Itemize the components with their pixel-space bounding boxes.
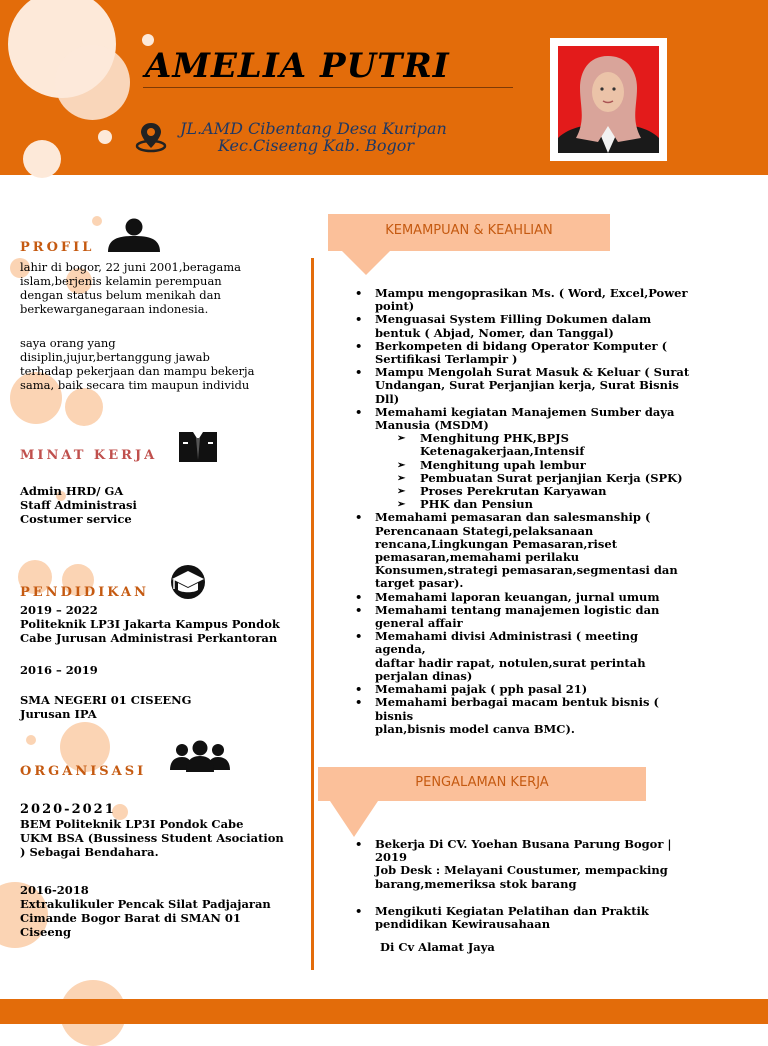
list-item: • Mengikuti Kegiatan Pelatihan dan Praktik pendidikan Kewirausahaan [350,905,690,931]
address-line-2: Kec.Ciseeng Kab. Bogor [218,136,414,155]
organisasi-entry-1: 2020-2021 BEM Politeknik LP3I Pondok Cabe UKM BSA (Bussiness Student Asociation ) Sebagai Bendahara. [20,802,284,859]
list-item: • Memahami pemasaran dan salesmanship ( Perencanaan Stategi,pelaksanaan rencana,Lingkungan Pemasaran,riset pemasaran,memahami perilaku Konsumen,strategi pemasaran,segmentasi dan target pasar). [350,511,690,590]
user-icon [106,218,162,252]
list-item: Costumer service [20,512,132,526]
pendidikan-entry-2: 2016 – 2019 SMA NEGERI 01 CISEENG Jurusan IPA [20,663,192,721]
name-underline [143,87,513,88]
profil-heading: PROFIL [20,240,95,255]
decor-bubble [142,34,154,46]
period: 2016 – 2019 [20,663,98,677]
sub-list-item: ➢ Pembuatan Surat perjanjian Kerja (SPK) [375,472,690,485]
list-item: • Memahami pajak ( pph pasal 21) [350,683,690,696]
decor-bubble [23,140,61,178]
businessman-icon [179,432,217,462]
list-item: Admin HRD/ GA [20,484,124,498]
list-item: • Memahami berbagai macam bentuk bisnis ( bisnis plan,bisnis model canva BMC). [350,696,690,736]
banner-pointer [330,801,378,837]
pengalaman-list [350,838,690,931]
organisasi-entry-2: 2016-2018 Extrakulikuler Pencak Silat Padjajaran Cimande Bogor Barat di SMAN 01 Ciseeng [20,883,271,939]
decor-bubble [98,130,112,144]
decor-bubble [26,735,36,745]
decor-bubble [92,216,102,226]
profile-photo [558,46,659,153]
list-item: • Mampu Mengolah Surat Masuk & Keluar ( Surat Undangan, Surat Perjanjian kerja, Surat Bisnis Dll) [350,366,690,406]
address [180,120,447,154]
list-item: Staff Administrasi [20,498,137,512]
profil-paragraph-2: saya orang yang disiplin,jujur,bertanggung jawab terhadap pekerjaan dan mampu bekerja sama, baik secara tim maupun individu [20,336,255,392]
decor-bubble [65,388,103,426]
sub-list [375,432,690,511]
minat-kerja-list [20,484,137,526]
sub-list-item: ➢ Menghitung upah lembur [375,459,690,472]
graduation-cap-icon [166,562,210,600]
banner-pointer [342,251,390,275]
profil-paragraph-1: lahir di bogor, 22 juni 2001,beragama islam,berjenis kelamin perempuan dengan status belum menikah dan berkewarganegaraan indonesia. [20,260,242,316]
period: 2019 – 2022 [20,603,98,617]
period: 2016-2018 [20,883,89,897]
location-pin-icon [134,120,168,154]
kemampuan-banner [328,214,610,251]
list-item: • Memahami tentang manajemen logistic dan general affair [350,604,690,630]
list-item: • Bekerja Di CV. Yoehan Busana Parung Bogor | 2019 Job Desk : Melayani Coustumer, mempacking barang,memeriksa stok barang [350,838,690,891]
candidate-name: AMELIA PUTRI [145,46,450,86]
person-portrait-icon [558,46,659,153]
list-item: • Memahami laporan keuangan, jurnal umum [350,591,690,604]
minat-kerja-heading: MINAT KERJA [20,448,158,463]
group-people-icon [168,740,232,774]
organisasi-heading: ORGANISASI [20,764,147,779]
list-item: • Berkompeten di bidang Operator Komputer ( Sertifikasi Terlampir ) [350,340,690,366]
address-line-1: JL.AMD Cibentang Desa Kuripan [180,119,447,138]
list-item: • Memahami kegiatan Manajemen Sumber daya Manusia (MSDM) ➢ Menghitung PHK,BPJS Ketenagakerjaan,Intensif ➢ Menghitung upah lembur ➢ Pembuatan Surat perjanjian Kerja (SPK) ➢ Proses Perekrutan Karyawan ➢ PHK dan Pensiun [350,406,690,512]
list-item: • Menguasai System Filling Dokumen dalam bentuk ( Abjad, Nomer, dan Tanggal) [350,313,690,339]
pendidikan-entry-1: 2019 – 2022 Politeknik LP3I Jakarta Kampus Pondok Cabe Jurusan Administrasi Perkantoran [20,603,280,645]
footer-band [0,999,768,1024]
period: 2020-2021 [20,802,116,817]
sub-list-item: ➢ PHK dan Pensiun [375,498,690,511]
list-item: • Memahami divisi Administrasi ( meeting agenda, daftar hadir rapat, notulen,surat perintah perjalan dinas) [350,630,690,683]
decor-bubble [55,45,130,120]
list-item: • Mampu mengoprasikan Ms. ( Word, Excel,Power point) [350,287,690,313]
kemampuan-heading: KEMAMPUAN & KEAHLIAN [385,223,553,238]
column-divider [311,258,314,970]
pendidikan-heading: PENDIDIKAN [20,585,150,600]
sub-list-item: ➢ Proses Perekrutan Karyawan [375,485,690,498]
pengalaman-company: Di Cv Alamat Jaya [380,940,495,954]
sub-list-item: ➢ Menghitung PHK,BPJS Ketenagakerjaan,Intensif [375,432,690,458]
kemampuan-list [350,287,690,736]
pengalaman-heading: PENGALAMAN KERJA [415,775,549,790]
pengalaman-banner [318,767,646,801]
